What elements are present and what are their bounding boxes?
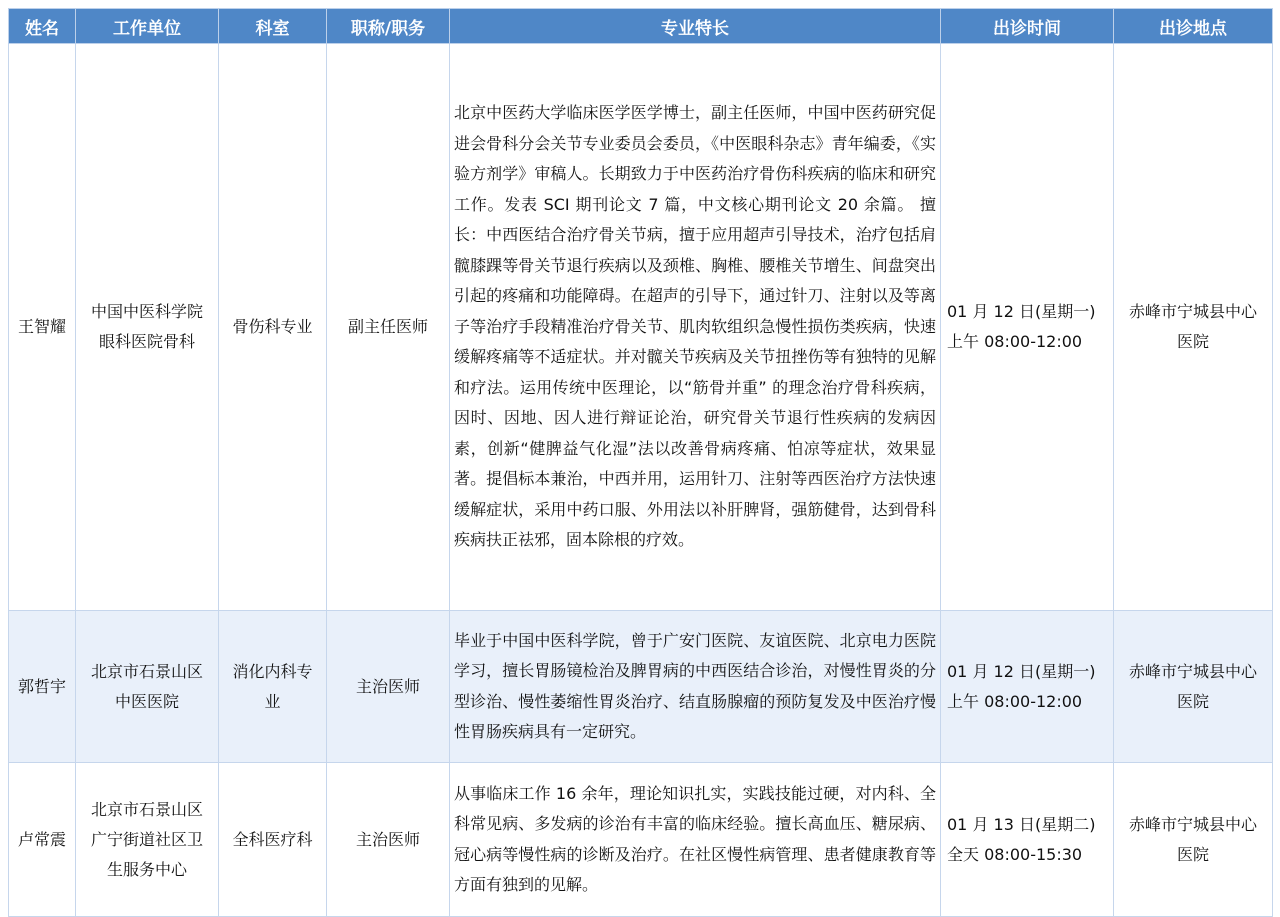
doctor-name: 卢常震 xyxy=(9,763,76,917)
doctor-name: 王智耀 xyxy=(9,44,76,611)
job-title: 主治医师 xyxy=(327,611,450,763)
specialty-text: 北京中医药大学临床医学医学博士，副主任医师，中国中医药研究促进会骨科分会关节专业委员会委员，《中医眼科杂志》青年编委，《实验方剂学》审稿人。长期致力于中医药治疗骨伤科疾病的临床和研究工作。发表 SCI 期刊论文 7 篇，中文核心期刊论文 20 余篇。 擅长：中西医结合治疗骨关节病，擅于应用超声引导技术，治疗包括肩髋膝踝等骨关节退行疾病以及颈椎、胸椎、腰椎关节增生、间盘突出引起的疼痛和功能障碍。在超声的引导下，通过针刀、注射以及等离子等治疗手段精准治疗骨关节、肌肉软组织急慢性损伤类疾病，快速缓解疼痛等不适症状。并对髋关节疾病及关节扭挫伤等有独特的见解和疗法。运用传统中医理论，以“筋骨并重” 的理念治疗骨科疾病，因时、因地、因人进行辩证论治，研究骨关节退行性疾病的发病因素，创新“健脾益气化湿”法以改善骨病疼痛、怕凉等症状，效果显著。提倡标本兼治，中西并用，运用针刀、注射等西医治疗方法快速缓解症状，采用中药口服、外用法以补肝脾肾，强筋健骨，达到骨科疾病扶正祛邪，固本除根的疗效。 xyxy=(450,44,941,611)
job-title: 主治医师 xyxy=(327,763,450,917)
clinic-time: 01 月 12 日(星期一) 上午 08:00-12:00 xyxy=(941,44,1114,611)
table-row xyxy=(9,44,1273,611)
header-name: 姓名 xyxy=(9,9,76,44)
header-place: 出诊地点 xyxy=(1114,9,1273,44)
table-row xyxy=(9,763,1273,917)
clinic-place: 赤峰市宁城县中心 医院 xyxy=(1114,763,1273,917)
specialty-text: 毕业于中国中医科学院，曾于广安门医院、友谊医院、北京电力医院学习，擅长胃肠镜检治及脾胃病的中西医结合诊治，对慢性胃炎的分型诊治、慢性萎缩性胃炎治疗、结直肠腺瘤的预防复发及中医治疗慢性胃肠疾病具有一定研究。 xyxy=(450,611,941,763)
work-unit: 北京市石景山区 广宁街道社区卫 生服务中心 xyxy=(76,763,219,917)
clinic-time: 01 月 13 日(星期二) 全天 08:00-15:30 xyxy=(941,763,1114,917)
department: 骨伤科专业 xyxy=(219,44,327,611)
department: 消化内科专 业 xyxy=(219,611,327,763)
schedule-table-wrapper xyxy=(8,8,1272,917)
specialty-text: 从事临床工作 16 余年，理论知识扎实，实践技能过硬，对内科、全科常见病、多发病的诊治有丰富的临床经验。擅长高血压、糖尿病、冠心病等慢性病的诊断及治疗。在社区慢性病管理、患者健康教育等方面有独到的见解。 xyxy=(450,763,941,917)
header-specialty: 专业特长 xyxy=(450,9,941,44)
clinic-time: 01 月 12 日(星期一) 上午 08:00-12:00 xyxy=(941,611,1114,763)
table-header-row xyxy=(9,9,1273,44)
clinic-place: 赤峰市宁城县中心 医院 xyxy=(1114,44,1273,611)
table-row xyxy=(9,611,1273,763)
clinic-place: 赤峰市宁城县中心 医院 xyxy=(1114,611,1273,763)
header-time: 出诊时间 xyxy=(941,9,1114,44)
work-unit: 中国中医科学院 眼科医院骨科 xyxy=(76,44,219,611)
doctor-name: 郭哲宇 xyxy=(9,611,76,763)
job-title: 副主任医师 xyxy=(327,44,450,611)
work-unit: 北京市石景山区 中医医院 xyxy=(76,611,219,763)
header-unit: 工作单位 xyxy=(76,9,219,44)
doctor-schedule-table xyxy=(8,8,1273,917)
header-dept: 科室 xyxy=(219,9,327,44)
department: 全科医疗科 xyxy=(219,763,327,917)
header-title: 职称/职务 xyxy=(327,9,450,44)
